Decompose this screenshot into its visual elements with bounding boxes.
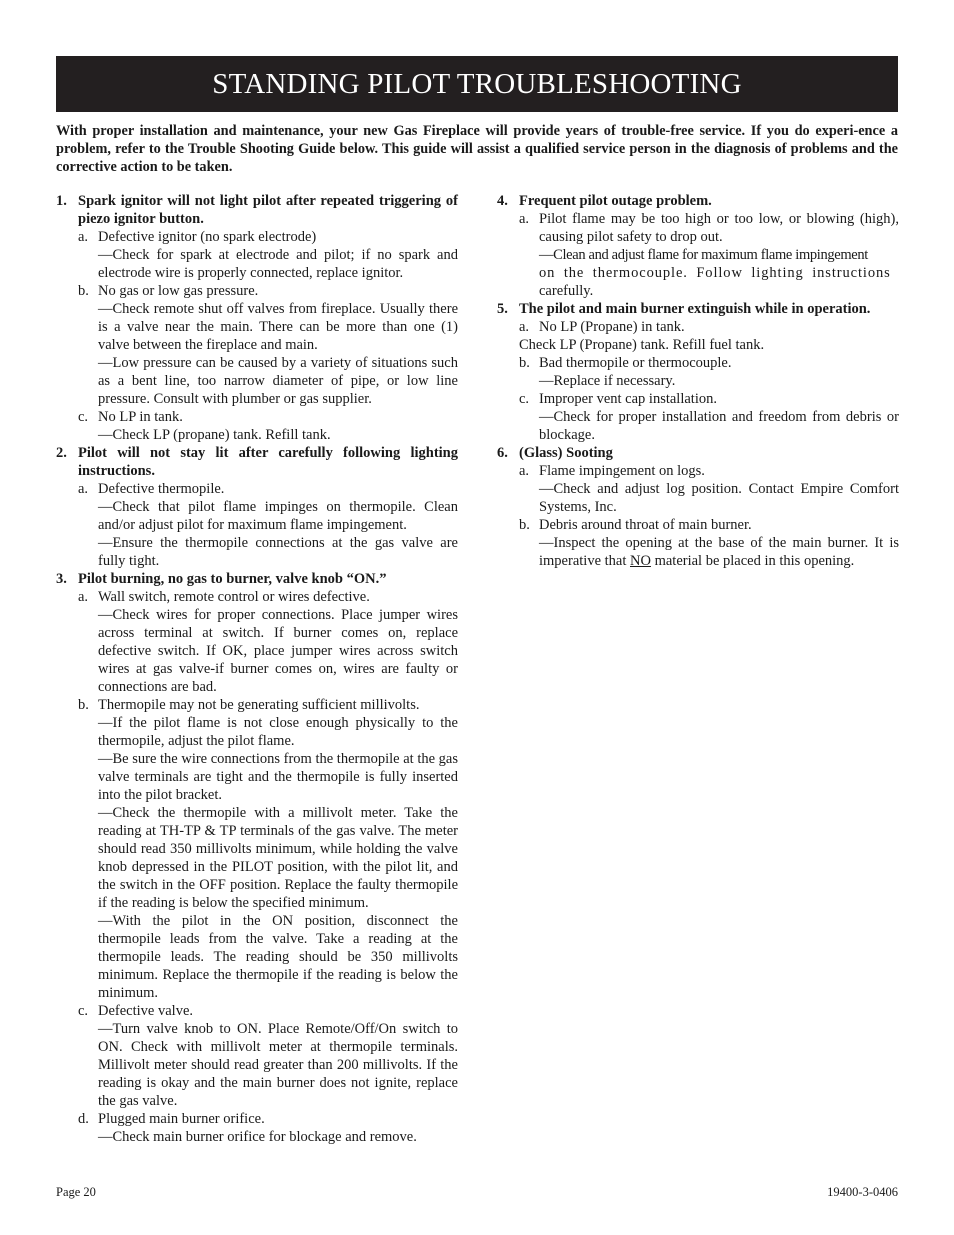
corrective-action: —Check and adjust log position. Contact Empire Comfort Systems, Inc. — [539, 481, 899, 515]
sub-item-text: Improper vent cap installation. — [539, 391, 717, 407]
trouble-item-1 — [56, 192, 458, 444]
corrective-action: —Check wires for proper connections. Place jumper wires across terminal at switch. If burner comes on, replace defective switch. If OK, place jumper wires across switch wires at gas valve-if burner comes on, wires are faulty or connections are bad. — [98, 607, 458, 695]
sub-item-title — [56, 480, 458, 498]
sub-item-title — [497, 462, 899, 480]
trouble-item-5 — [497, 300, 899, 444]
trouble-item-2 — [56, 444, 458, 570]
item-number: 2. — [56, 445, 67, 461]
corrective-action: —Check for spark at electrode and pilot; if no spark and electrode wire is properly connected, replace ignitor. — [98, 247, 458, 281]
page-title: STANDING PILOT TROUBLESHOOTING — [212, 67, 742, 100]
corrective-action: —Replace if necessary. — [539, 373, 676, 389]
item-title-text: Spark ignitor will not light pilot after repeated triggering of piezo ignitor button. — [78, 193, 458, 227]
corrective-action: —With the pilot in the ON position, disconnect the thermopile leads from the valve. Take a reading at the thermopile leads. The reading should be 350 millivolts minimum. Replace the thermopile if the reading is below the minimum. — [98, 913, 458, 1001]
corrective-action: —Clean and adjust flame for maximum flame impingement — [539, 247, 868, 263]
corrective-action: —Check LP (propane) tank. Refill tank. — [98, 427, 331, 443]
action-text: material be placed in this opening. — [650, 553, 855, 569]
sub-item-letter: a. — [78, 481, 89, 497]
sub-item-text: Debris around throat of main burner. — [539, 517, 752, 533]
item-title-text: Frequent pilot outage problem. — [519, 193, 712, 209]
action-text: —Inspect the opening at the base of the main burner. It is imperative that — [539, 535, 899, 569]
sub-item-text: Defective valve. — [98, 1003, 194, 1019]
sub-item-letter: a. — [519, 463, 530, 479]
sub-item-text: No gas or low gas pressure. — [98, 283, 259, 299]
item-number: 4. — [497, 193, 508, 209]
sub-item-title — [497, 354, 899, 372]
left-column — [56, 192, 458, 1146]
sub-item-text: Defective ignitor (no spark electrode) — [98, 229, 317, 245]
sub-item-letter: a. — [78, 589, 89, 605]
sub-item-letter: c. — [519, 391, 530, 407]
sub-item-text: Defective thermopile. — [98, 481, 225, 497]
item-title — [497, 300, 899, 318]
sub-item-title — [56, 696, 458, 714]
page-number: Page 20 — [56, 1185, 96, 1199]
corrective-action: —If the pilot flame is not close enough physically to the thermopile, adjust the pilot flame. — [98, 715, 458, 749]
sub-item-title — [497, 318, 899, 336]
sub-item-title — [497, 210, 899, 246]
sub-item-text: Plugged main burner orifice. — [98, 1111, 265, 1127]
sub-item-letter: a. — [78, 229, 89, 245]
sub-item-text: Thermopile may not be generating sufficient millivolts. — [98, 697, 420, 713]
corrective-action: —Check main burner orifice for blockage and remove. — [98, 1129, 417, 1145]
corrective-action: —Check for proper installation and freedom from debris or blockage. — [539, 409, 899, 443]
sub-item-text: Pilot flame may be too high or too low, or blowing (high), causing pilot safety to drop out. — [539, 211, 899, 245]
sub-item-title — [56, 1002, 458, 1020]
sub-item-letter: a. — [519, 319, 530, 335]
sub-item-letter: b. — [519, 517, 530, 533]
item-title — [497, 192, 899, 210]
sub-item-letter: b. — [78, 697, 89, 713]
corrective-action: Check LP (Propane) tank. Refill fuel tank. — [519, 337, 765, 353]
corrective-action — [497, 534, 899, 570]
sub-item-title — [56, 408, 458, 426]
item-title-text: (Glass) Sooting — [519, 445, 613, 461]
item-number: 6. — [497, 445, 508, 461]
corrective-action: —Check the thermopile with a millivolt meter. Take the reading at TH-TP & TP terminals of the gas valve. The meter should read 350 millivolts minimum, while holding the valve knob depressed in the PILOT position, with the pilot lit, and the switch in the OFF position. Replace the faulty thermopile if the reading is below the specified minimum. — [98, 805, 458, 911]
sub-item-letter: a. — [519, 211, 530, 227]
trouble-item-3 — [56, 570, 458, 1146]
trouble-item-4 — [497, 192, 899, 300]
sub-item-letter: b. — [519, 355, 530, 371]
corrective-action: —Ensure the thermopile connections at the gas valve are fully tight. — [98, 535, 458, 569]
corrective-action: —Check that pilot flame impinges on thermopile. Clean and/or adjust pilot for maximum flame impingement. — [98, 499, 458, 533]
right-column — [497, 192, 899, 570]
sub-item-title — [497, 516, 899, 534]
item-title — [497, 444, 899, 462]
sub-item-text: Wall switch, remote control or wires defective. — [98, 589, 370, 605]
item-number: 1. — [56, 193, 67, 209]
item-title-text: The pilot and main burner extinguish while in operation. — [519, 301, 871, 317]
corrective-action: —Be sure the wire connections from the thermopile at the gas valve terminals are tight and the thermopile is fully inserted into the pilot bracket. — [98, 751, 458, 803]
corrective-action: —Turn valve knob to ON. Place Remote/Off/On switch to ON. Check with millivolt meter at thermopile terminals. Millivolt meter should read greater than 200 millivolts. If the reading is okay and the main burner does not ignite, replace the gas valve. — [98, 1021, 458, 1109]
item-title-text: Pilot burning, no gas to burner, valve knob “ON.” — [78, 571, 387, 587]
sub-item-title — [56, 228, 458, 246]
item-title-text: Pilot will not stay lit after carefully following lighting instructions. — [78, 445, 458, 479]
item-title — [56, 570, 458, 588]
sub-item-letter: b. — [78, 283, 89, 299]
document-number: 19400-3-0406 — [827, 1185, 898, 1199]
sub-item-text: No LP in tank. — [98, 409, 183, 425]
corrective-action: on the thermocouple. Follow lighting instructions — [539, 265, 891, 281]
sub-item-title — [56, 282, 458, 300]
trouble-item-6 — [497, 444, 899, 570]
title-banner — [56, 56, 898, 112]
corrective-action: —Low pressure can be caused by a variety of situations such as a bent line, too narrow diameter of pipe, or low line pressure. Consult with plumber or gas supplier. — [98, 355, 458, 407]
sub-item-title — [497, 390, 899, 408]
item-title — [56, 444, 458, 480]
item-title — [56, 192, 458, 228]
item-number: 5. — [497, 301, 508, 317]
sub-item-title — [56, 1110, 458, 1128]
intro-paragraph: With proper installation and maintenance, your new Gas Fireplace will provide years of trouble-free service. If you do experi-ence a problem, refer to the Trouble Shooting Guide below. This guide will assist a qualified service person in the diagnosis of problems and the corrective action to be taken. — [56, 123, 898, 175]
sub-item-letter: c. — [78, 409, 89, 425]
sub-item-letter: c. — [78, 1003, 89, 1019]
item-number: 3. — [56, 571, 67, 587]
sub-item-letter: d. — [78, 1111, 89, 1127]
sub-item-title — [56, 588, 458, 606]
underlined-emphasis: NO — [630, 553, 651, 569]
corrective-action: —Check remote shut off valves from fireplace. Usually there is a valve near the main. There can be more than one (1) valve between the fireplace and main. — [98, 301, 458, 353]
sub-item-text: No LP (Propane) in tank. — [539, 319, 685, 335]
sub-item-text: Bad thermopile or thermocouple. — [539, 355, 732, 371]
corrective-action: carefully. — [539, 283, 594, 299]
sub-item-text: Flame impingement on logs. — [539, 463, 705, 479]
